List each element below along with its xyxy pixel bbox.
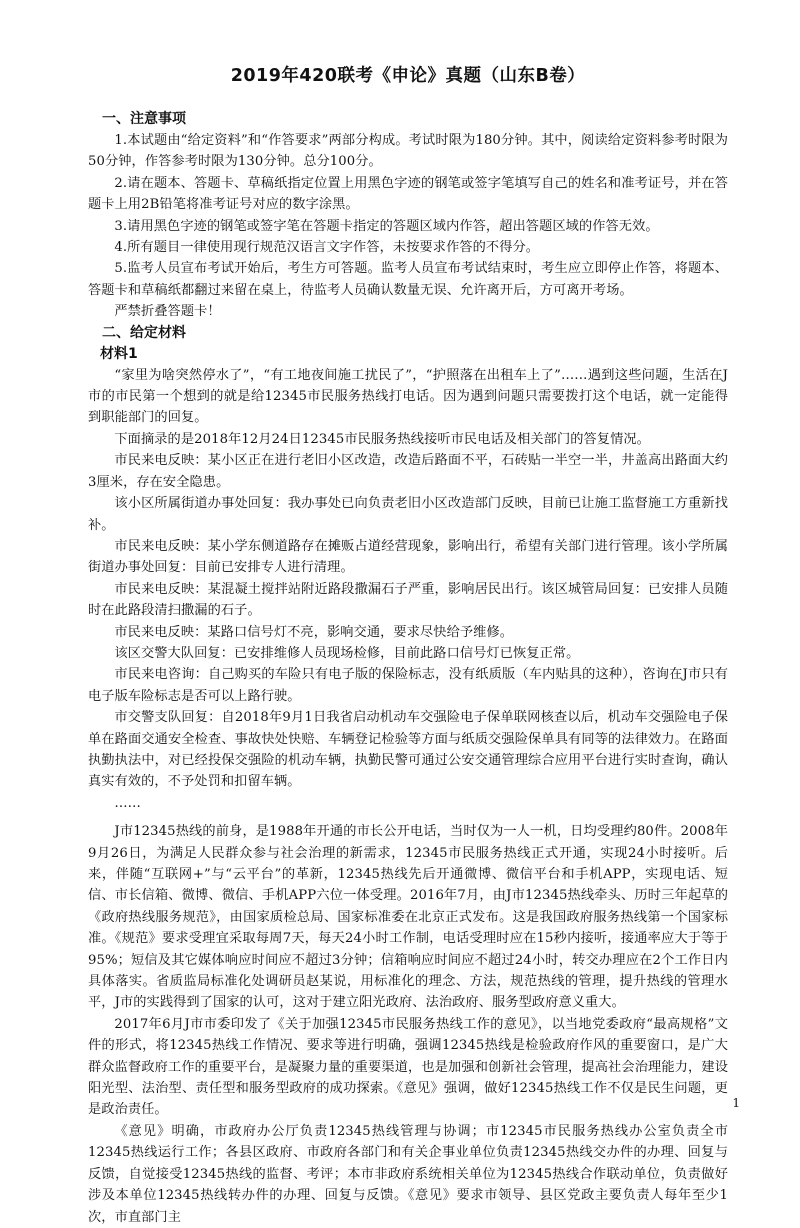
paragraph: 市民来电咨询：自己购买的车险只有电子版的保险标志，没有纸质版（车内贴具的这种），咨询在J市只有电子版车险标志是否可以上路行驶。 [88,667,728,704]
note-warning: 严禁折叠答题卡！ [114,304,221,320]
note-item: 4.所有题目一律使用现行规范汉语言文字作答，未按要求作答的不得分。 [114,240,540,256]
paragraph: 市民来电反映：某混凝土搅拌站附近路段撒漏石子严重，影响居民出行。该区城管局回复：已安排人员随时在此路段清扫撒漏的石子。 [88,581,728,619]
paragraph: J市12345热线的前身，是1988年开通的市长公开电话，当时仅为一人一机，日均受理约80件。2008年9月26日，为满足人民群众参与社会治理的新需求，12345市民服务热线正式开通，实现24小时接听。后来，伴随“互联网+”与“云平台”的革新，12345热线先后开通微博、微信平台和手机APP，实现电话、短信、市长信箱、微博、微信、手机APP六位一体受理。2016年7月，由J市12345热线牵头、历时三年起草的《政府热线服务规范》，由国家质检总局、国家标准委在北京正式发布。这是我国政府服务热线第一个国家标准。《规范》要求受理宜采取每周7天，每天24小时工作制，电话受理时应在15秒内接听，接通率应大于等于95%；短信及其它媒体响应时间应不超过3分钟；信箱响应时间应不超过24小时，转交办理应在2个工作日内具体落实。省质监局标准化处调研员赵某说，用标准化的理念、方法，规范热线的管理，提升热线的管理水平，J市的实践得到了国家的认可，这对于建立阳光政府、法治政府、服务型政府意义重大。 [88,824,728,1011]
ellipsis: …… [114,795,141,811]
paragraph: 下面摘录的是2018年12月24日12345市民服务热线接听市民电话及相关部门的答复情况。 [114,431,650,447]
paragraph: 市民来电反映：某路口信号灯不亮，影响交通，要求尽快给予维修。 [114,624,514,640]
spacer [88,814,728,821]
note-item: 2.请在题本、答题卡、草稿纸指定位置上用黑色字迹的钢笔或签字笔填写自己的姓名和准考证号，并在答题卡上用2B铅笔将准考证号对应的数字涂黑。 [88,175,728,213]
document-title: 2019年420联考《申论》真题（山东B卷） [230,66,586,86]
page-number: 1 [732,1096,740,1110]
material-body [88,365,728,1228]
paragraph: 该小区所属街道办事处回复：我办事处已向负责老旧小区改造部门反映，目前已让施工监督施工方重新找补。 [88,496,728,533]
note-item: 3.请用黑色字迹的钢笔或签字笔在答题卡指定的答题区域内作答，超出答题区域的作答无效。 [114,218,659,234]
paragraph: 市民来电反映：某小学东侧道路存在摊贩占道经营现象，影响出行，希望有关部门进行管理。该小学所属街道办事处回复：目前已安排专人进行清理。 [88,538,728,576]
paragraph: 《意见》明确，市政府办公厅负责12345热线管理与协调；市12345市民服务热线办公室负责全市12345热线运行工作；各县区政府、市政府各部门和有关企事业单位负责12345热线交办件的办理、回复与反馈，自觉接受12345热线的监督、考评；本市非政府系统相关单位为12345热线合作联动单位，负责做好涉及本单位12345热线转办件的办理、回复与反馈。《意见》要求市领导、县区党政主要负责人每年至少1次，市直部门主 [88,1123,728,1225]
paragraph: 2017年6月J市市委印发了《关于加强12345市民服务热线工作的意见》，以当地党委政府“最高规格”文件的形式，将12345热线工作情况、要求等进行明确，强调12345热线是检验政府作风的重要窗口，是广大群众监督政府工作的重要平台，是凝聚力量的重要渠道，也是加强和创新社会管理，提高社会治理能力，建设阳光型、法治型、责任型和服务型政府的成功探索。《意见》强调，做好12345热线工作不仅是民生问题，更是政治责任。 [88,1016,728,1118]
note-item: 5.监考人员宣布考试开始后，考生方可答题。监考人员宣布考试结束时，考生应立即停止作答，将题本、答题卡和草稿纸都翻过来留在桌上，待监考人员确认数量无误、允许离开后，方可离开考场。 [88,261,728,298]
paragraph: 市民来电反映：某小区正在进行老旧小区改造，改造后路面不平，石砖贴一半空一半，井盖高出路面大约3厘米，存在安全隐患。 [88,453,728,490]
paragraph: “家里为啥突然停水了”，“有工地夜间施工扰民了”，“护照落在出租车上了”……遇到这些问题，生活在J市的市民第一个想到的就是给12345市民服务热线打电话。因为遇到问题只需要拨打这个电话，就一定能得到职能部门的回复。 [88,367,728,426]
note-item: 1.本试题由“给定资料”和“作答要求”两部分构成。考试时限为180分钟。其中，阅读给定资料参考时限为50分钟，作答参考时限为130分钟。总分100分。 [88,133,728,170]
notes-list [88,130,728,323]
paragraph: 该区交警大队回复：已安排维修人员现场检修，目前此路口信号灯已恢复正常。 [114,645,580,661]
section-heading-materials: 二、给定材料 [102,324,186,341]
section-heading-notes: 一、注意事项 [102,111,186,127]
paragraph: 市交警支队回复：自2018年9月1日我省启动机动车交强险电子保单联网核查以后，机动车交强险电子保单在路面交通安全检查、事故快处快赔、车辆登记检验等方面与纸质交强险保单具有同等的法律效力。在路面执勤执法中，对已经投保交强险的机动车辆，执勤民警可通过公安交通管理综合应用平台进行实时查询，确认真实有效的，不予处罚和扣留车辆。 [88,710,728,790]
document-page [88,62,728,1228]
material-heading: 材料1 [100,345,138,362]
